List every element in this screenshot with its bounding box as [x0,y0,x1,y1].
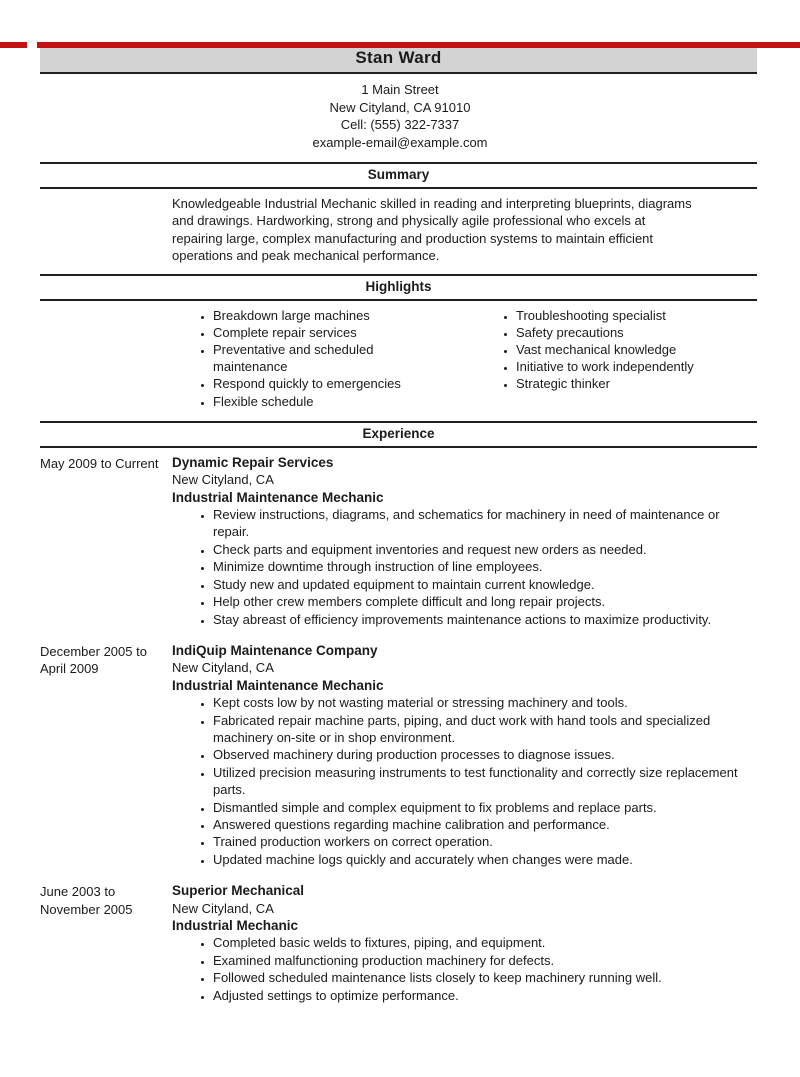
job-bullet: • Examined malfunctioning production machinery for defects. [213,952,750,969]
job-bullet: • Answered questions regarding machine calibration and performance. [213,816,750,833]
contact-street: 1 Main Street [361,82,439,97]
summary-line: and drawings. Hardworking, strong and physically agile professional who excels at [172,213,646,229]
highlight-item: • Troubleshooting specialist [516,307,757,324]
job-bullet: • Completed basic welds to fixtures, piping, and equipment. [213,934,750,951]
job-entry [40,642,750,868]
job-bullet-list [172,694,750,868]
summary-line: operations and peak mechanical performance. [172,248,440,264]
contact-phone: Cell: (555) 322-7337 [340,117,460,132]
highlight-item: • Complete repair services [213,324,423,341]
job-bullet: • Observed machinery during production processes to diagnose issues. [213,746,750,763]
highlight-item: • Breakdown large machines [213,307,423,324]
job-bullet-list [172,506,750,628]
highlight-item: • Preventative and scheduled maintenance [213,341,423,375]
job-entry [40,454,750,628]
job-title: Industrial Maintenance Mechanic [172,489,384,505]
job-bullet: • Followed scheduled maintenance lists closely to keep machinery running well. [213,969,750,986]
job-dates: June 2003 to November 2005 [40,884,133,917]
job-company: Superior Mechanical [172,883,305,899]
job-details [172,642,750,868]
job-bullet: • Check parts and equipment inventories and request new orders as needed. [213,541,750,558]
job-bullet: • Help other crew members complete difficult and long repair projects. [213,593,750,610]
job-bullet: • Fabricated repair machine parts, piping, and duct work with hand tools and specialized machinery on-site or in shop environment. [213,712,750,747]
top-accent-line-left [0,42,27,48]
job-bullet: • Stay abreast of efficiency improvements maintenance actions to maximize productivity. [213,611,750,628]
job-bullet: • Kept costs low by not wasting material or stressing machinery and tools. [213,694,750,711]
contact-city: New Cityland, CA 91010 [329,99,471,115]
highlight-item: • Flexible schedule [213,393,423,410]
summary-line: repairing large, complex manufacturing and production systems to maintain efficient [172,230,654,246]
highlight-item: • Respond quickly to emergencies [213,375,423,392]
job-details [172,454,750,628]
highlight-item: • Strategic thinker [516,375,757,392]
job-bullet: • Trained production workers on correct operation. [213,833,750,850]
section-heading-summary: Summary [40,162,757,189]
highlight-item: • Initiative to work independently [516,358,757,375]
contact-block [0,81,800,151]
summary-paragraph [172,195,752,265]
job-location: New Cityland, CA [172,660,274,676]
job-bullet: • Study new and updated equipment to maintain current knowledge. [213,576,750,593]
job-company: Dynamic Repair Services [172,454,334,470]
highlight-item: • Vast mechanical knowledge [516,341,757,358]
job-location: New Cityland, CA [172,900,274,916]
job-bullet-list [172,934,750,1004]
contact-email: example-email@example.com [312,134,488,150]
job-bullet: • Minimize downtime through instruction of line employees. [213,558,750,575]
job-bullet: • Utilized precision measuring instruments to test functionality and correctly size replacement parts. [213,764,750,799]
job-title: Industrial Maintenance Mechanic [172,677,384,693]
section-heading-experience: Experience [40,421,757,448]
job-details [172,882,750,1004]
job-title: Industrial Mechanic [172,918,299,933]
job-entry [40,882,750,1004]
job-bullet: • Review instructions, diagrams, and schematics for machinery in need of maintenance or repair. [213,506,750,541]
job-bullet: • Adjusted settings to optimize performance. [213,987,750,1004]
highlights-list-left [172,307,423,410]
highlights-column-left [172,307,423,410]
highlights-columns [172,307,757,410]
highlight-item: • Safety precautions [516,324,757,341]
top-accent-line-right [37,42,800,48]
highlights-list-right [475,307,757,393]
job-bullet: • Updated machine logs quickly and accurately when changes were made. [213,851,750,868]
job-bullet: • Dismantled simple and complex equipment to fix problems and replace parts. [213,799,750,816]
resume-name: Stan Ward [355,48,442,67]
job-location: New Cityland, CA [172,472,274,488]
highlights-column-right [475,307,757,410]
job-company: IndiQuip Maintenance Company [172,642,378,658]
section-heading-highlights: Highlights [40,274,757,301]
summary-line: Knowledgeable Industrial Mechanic skilled in reading and interpreting blueprints, diagrams [172,196,692,211]
job-dates: December 2005 to April 2009 [40,643,147,677]
job-dates: May 2009 to Current [40,455,159,471]
